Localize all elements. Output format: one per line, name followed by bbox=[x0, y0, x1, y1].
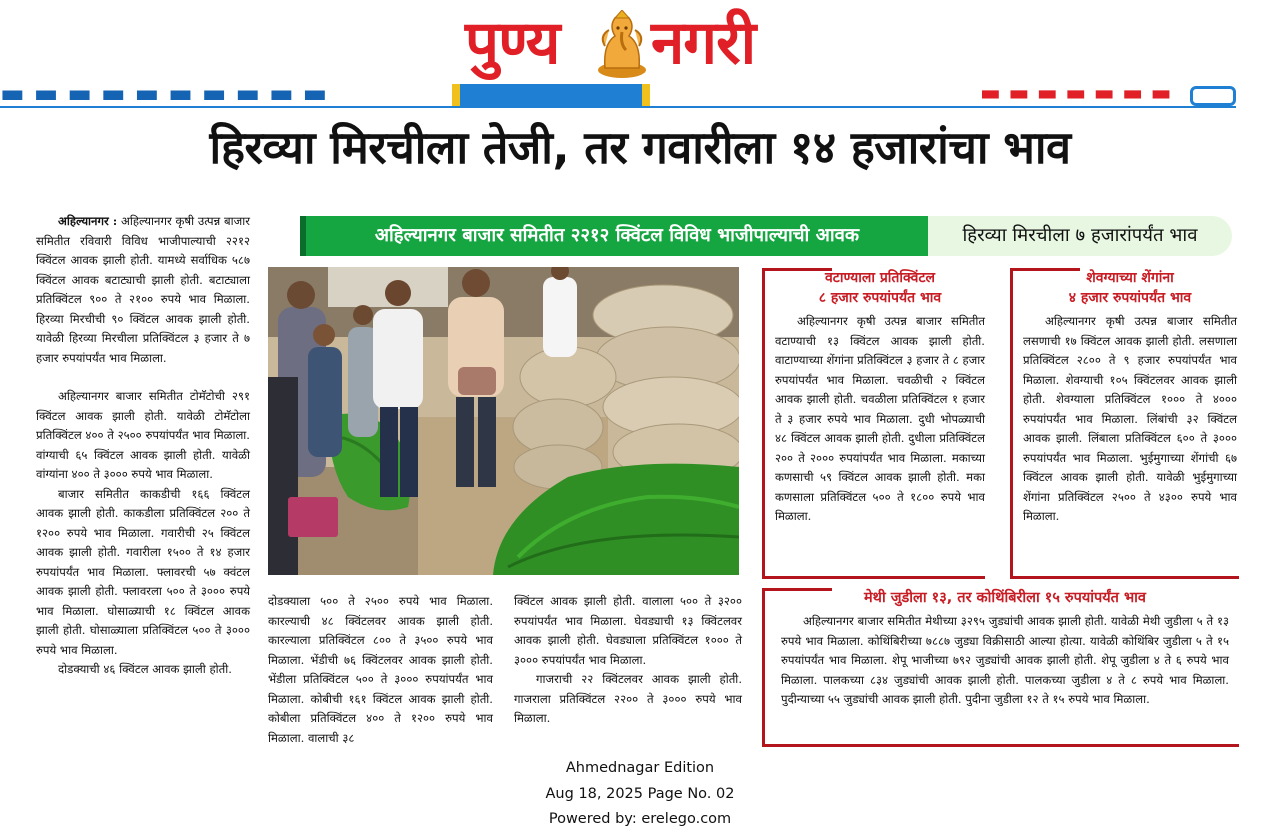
market-photo[interactable] bbox=[268, 267, 739, 575]
masthead bbox=[0, 0, 1280, 106]
strip-right-box bbox=[1190, 86, 1236, 106]
box-title-line-1: शेवग्याच्या शेंगांना bbox=[1086, 270, 1174, 286]
paragraph: गाजराची २२ क्विंटलवर आवक झाली होती. गाजराला प्रतिक्विंटल २२०० ते ३००० रुपये भाव मिळाला. bbox=[514, 672, 742, 725]
paragraph: क्विंटल आवक झाली होती. वालाला ५०० ते ३२०० रुपयांपर्यंत भाव मिळाला. घेवड्याची १३ क्विंटलवर आवक झाली होती. घेवड्याला प्रतिक्विंटल १००० ते ३००० रुपयांपर्यंत भाव मिळाला. bbox=[514, 594, 742, 667]
market-photo-image bbox=[268, 267, 739, 575]
strip-right-decoration: ▬ ▬ ▬ ▬ ▬ ▬ ▬ bbox=[980, 84, 1172, 106]
date-page-label: Aug 18, 2025 Page No. 02 bbox=[545, 786, 735, 802]
strip-left-decoration: ▬ ▬ ▬ ▬ ▬ ▬ ▬ ▬ ▬ ▬ bbox=[0, 84, 328, 106]
masthead-strip bbox=[0, 84, 1236, 106]
sidebar-box-drumstick bbox=[1010, 268, 1239, 579]
lead-paragraph bbox=[36, 212, 250, 368]
masthead-rule bbox=[0, 106, 1236, 108]
subheadline-banner bbox=[300, 216, 1236, 256]
lead-text: अहिल्यानगर कृषी उत्पन्न बाजार समितीत रविवारी विविध भाजीपाल्याची २२१२ क्विंटल आवक झाली होती. यामध्ये सर्वाधिक ५८७ क्विंटल आवक बटाट्याची झाली होती. बटाट्याला प्रतिक्विंटल ९०० ते २१०० रुपये भाव मिळाला. हिरव्या मिरचीची ९० क्विंटल आवक झाली होती. यावेळी हिरव्या मिरचीला प्रतिक्विंटल ३ हजार ते ७ हजार रुपयांपर्यंत भाव मिळाला. bbox=[36, 214, 250, 365]
ganesha-icon bbox=[593, 10, 651, 80]
paragraph: अहिल्यानगर कृषी उत्पन्न बाजार समितीत वटाण्याची १३ क्विंटल आवक झाली होती. वाटाण्याच्या शेंगांना प्रतिक्विंटल ३ हजार ते ८ हजार रुपयांपर्यंत भाव मिळाला. चवळीची २ क्विंटल आवक झाली होती. चवळीला प्रतिक्विंटल १ हजार ते ३ हजार रुपये भाव मिळाला. दुधी भोपळ्याची ४८ क्विंटल आवक झाली होती. दुधीला प्रतिक्विंटल २०० ते २००० रुपयांपर्यंत भाव मिळाला. मकाच्या कणसाची ५९ क्विंटल आवक झाली होती. मका कणसाला प्रतिक्विंटल ५०० ते १८०० रुपये भाव मिळाला. bbox=[775, 314, 985, 523]
newspaper-logo[interactable] bbox=[465, 4, 815, 82]
box-title-line-1: वटाण्याला प्रतिक्विंटल bbox=[824, 270, 935, 286]
paragraph: बाजार समितीत काकडीची १६६ क्विंटल आवक झाली होती. काकडीला प्रतिक्विंटल २०० ते १२०० रुपये भाव मिळाला. गवारीची २५ क्विंटल आवक झाली होती. गवारीला १५०० ते १४ हजार रुपयांपर्यंत भाव मिळाला. फ्लावरची ५७ क्वंटल आवक झाली होती. फ्लावरला ५०० ते ३००० रुपये भाव मिळाला. घोसाळ्याची १८ क्विंटल आवक झाली होती. घोसाळ्याला प्रतिक्विंटल ५०० ते ३००० रुपये भाव मिळाला. bbox=[36, 486, 250, 657]
box-title: मेथी जुडीला १३, तर कोथिंबिरीला १५ रुपयांपर्यंत भाव bbox=[864, 590, 1146, 606]
strip-center-badge bbox=[452, 84, 650, 106]
article-column-3 bbox=[514, 592, 742, 729]
paragraph: अहिल्यानगर कृषी उत्पन्न बाजार समितीत लसणाची १७ क्विंटल आवक झाली होती. लसणाला प्रतिक्विंटल २८०० ते ९ हजार रुपयांपर्यंत भाव मिळाला. शेवग्याची १०५ क्विंटलवर आवक झाली होती. शेवग्याला प्रतिक्विंटल १००० ते ४००० रुपयांपर्यंत भाव मिळाला. लिंबांची ३२ क्विंटल आवक झाली. लिंबाला प्रतिक्विंटल ६०० ते ३००० रुपयांपर्यंत भाव मिळाला. भुईमुगाच्या शेंगांची ६७ क्विंटल आवक झाली होती. यावेळी भुईमुगाच्या शेंगांना प्रतिक्विंटल २५०० ते ४३०० रुपये भाव मिळाला. bbox=[1023, 314, 1237, 523]
article-column-2 bbox=[268, 592, 493, 748]
logo-word-left: पुण्य bbox=[465, 8, 560, 78]
box-body bbox=[775, 312, 985, 527]
sidebar-box-peas bbox=[762, 268, 985, 579]
box-body bbox=[1023, 312, 1237, 527]
article-column-1 bbox=[36, 212, 250, 680]
paragraph: दोडक्याला ५०० ते २५०० रुपये भाव मिळाला. कारल्याची ४८ क्विंटलवर आवक झाली होती. कारल्याला प्रतिक्विंटल ८०० ते ३५०० रुपये भाव मिळाला. भेंडीची ७६ क्विंटलवर आवक झाली होती. भेंडीला प्रतिक्विंटल ५०० ते ३००० रुपयांपर्यंत भाव मिळाला. कोबीची १६१ क्विंटल आवक झाली होती. कोबीला प्रतिक्विंटल ४०० ते १२०० रुपये भाव मिळाला. वालाची ३८ bbox=[268, 594, 493, 745]
edition-label: Ahmednagar Edition bbox=[565, 760, 715, 776]
paragraph: अहिल्यानगर बाजार समितीत टोमॅटोची २९१ क्विंटल आवक झाली होती. यावेळी टोमॅटोला प्रतिक्विंटल ४०० ते २५०० रुपयांपर्यंत भाव मिळाला. वांग्याची ६५ क्विंटल आवक झाली होती. यावेळी वांग्यांना ४०० ते ३००० रुपये भाव मिळाला. bbox=[36, 389, 250, 481]
banner-side: हिरव्या मिरचीला ७ हजारांपर्यंत भाव bbox=[928, 216, 1232, 256]
paragraph: अहिल्यानगर बाजार समितीत मेथीच्या ३२९५ जुड्यांची आवक झाली होती. यावेळी मेथी जुडीला ५ ते १३ रुपये भाव मिळाला. कोथिंबिरीच्या ७८८७ जुड्या विक्रीसाठी आल्या होत्या. यावेळी कोथिंबिर जुडीला ५ ते १५ रुपयांपर्यंत भाव मिळाला. शेपू भाजीच्या ७९२ जुड्यांची आवक झाली होती. शेपू जुडीला ४ ते ६ रुपये भाव मिळाला. पालकच्या ८३४ जुड्यांची आवक झाली होती. पालकच्या जुडीला ४ ते ८ रुपये भाव मिळाला. पुदीन्याच्या ५५ जुड्यांची आवक झाली होती. पुदीना जुडीला १२ ते १५ रुपये भाव मिळाला. bbox=[781, 614, 1229, 706]
paragraph: दोडक्याची ४६ क्विंटल आवक झाली होती. bbox=[58, 662, 232, 676]
box-body bbox=[781, 612, 1229, 710]
box-title-line-2: ८ हजार रुपयांपर्यंत भाव bbox=[818, 290, 942, 306]
powered-by-link[interactable]: Powered by: erelego.com bbox=[548, 811, 732, 827]
logo-word-right: नगरी bbox=[651, 8, 756, 78]
banner-main: अहिल्यानगर बाजार समितीत २२१२ क्विंटल विविध भाजीपाल्याची आवक bbox=[300, 216, 928, 256]
box-title-line-2: ४ हजार रुपयांपर्यंत भाव bbox=[1068, 290, 1192, 306]
page-title: हिरव्या मिरचीला तेजी, तर गवारीला १४ हजारांचा भाव bbox=[209, 121, 1071, 174]
dateline: अहिल्यानगर : bbox=[58, 214, 118, 228]
sidebar-box-fenugreek bbox=[762, 588, 1239, 747]
